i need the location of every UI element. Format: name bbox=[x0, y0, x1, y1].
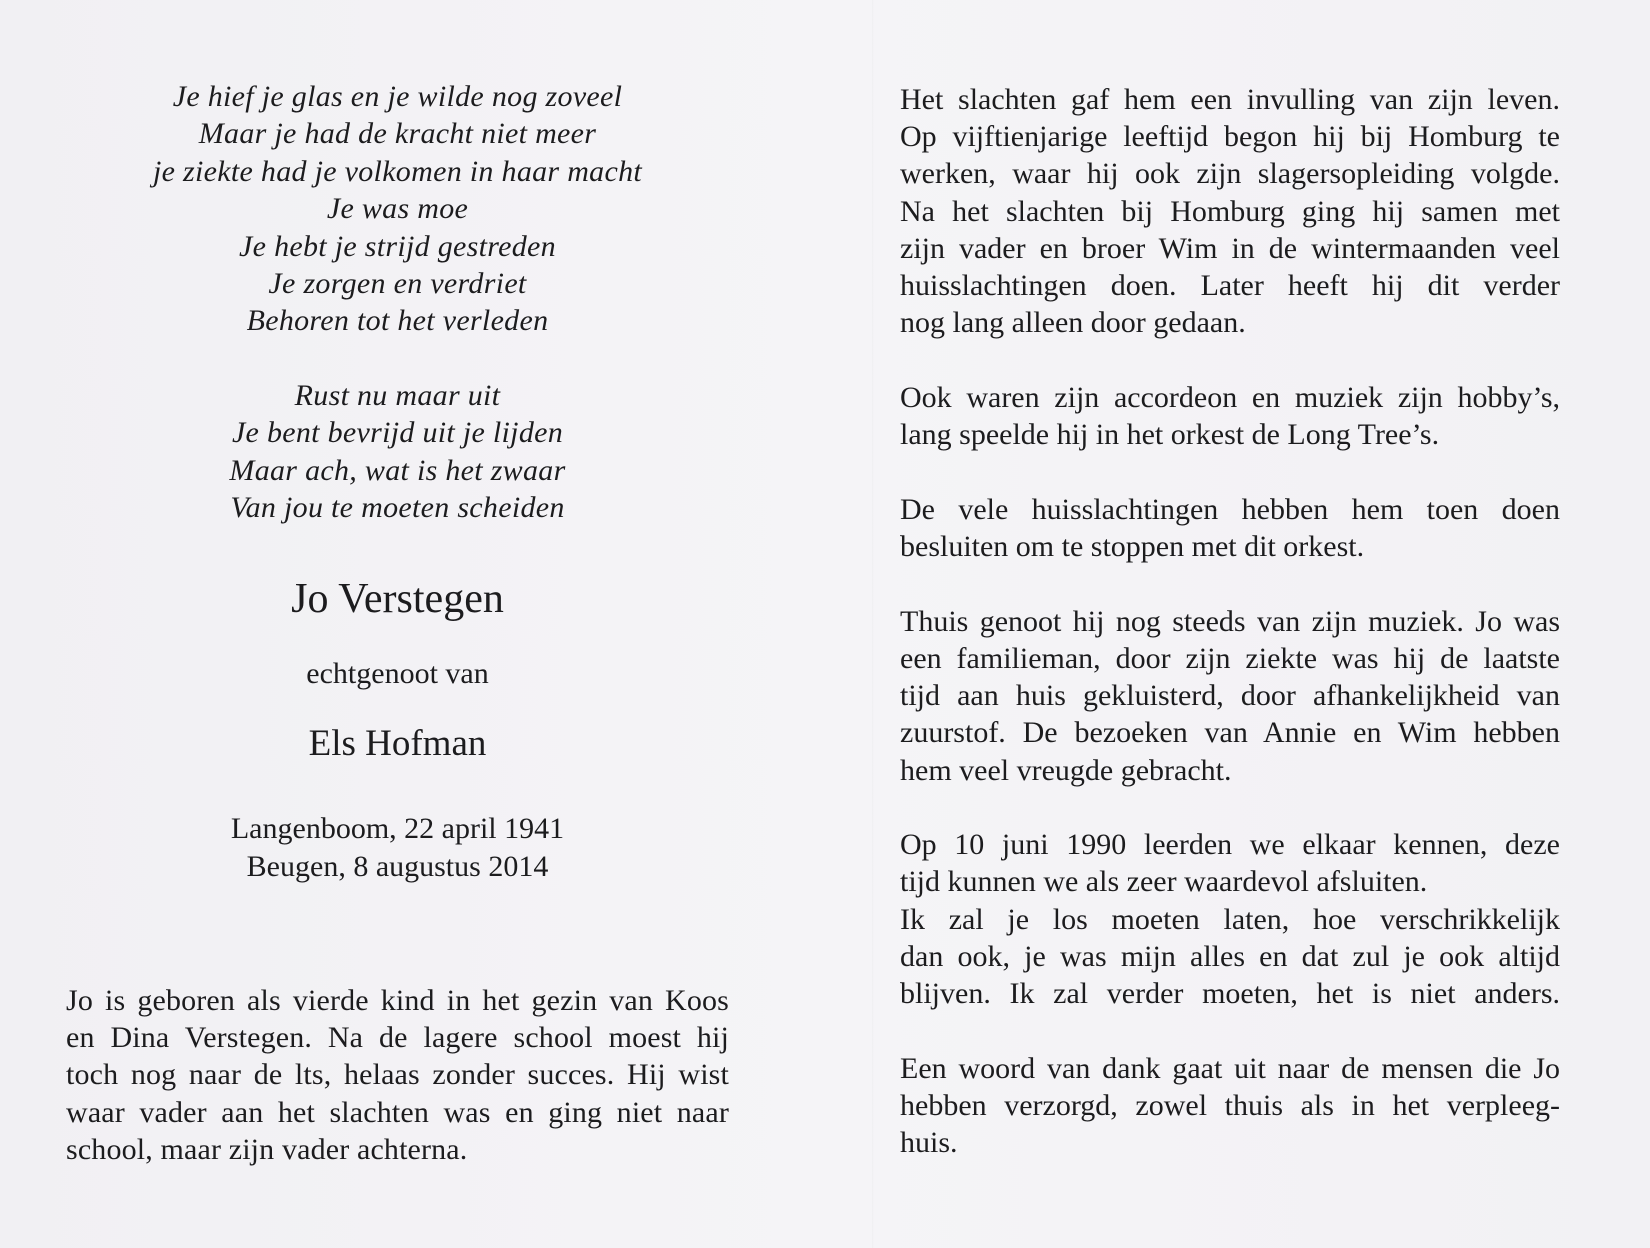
poem-line: Maar je had de kracht niet meer bbox=[198, 117, 597, 151]
poem-line: je ziekte had je volkomen in haar macht bbox=[152, 154, 643, 188]
biography-line: Jo is geboren als vierde kind in het gezin van Koos bbox=[66, 984, 729, 1017]
life-dates bbox=[66, 810, 729, 885]
biography-line: lang speelde hij in het orkest de Long Tree’s. bbox=[900, 418, 1440, 452]
poem-stanza-1 bbox=[66, 78, 729, 340]
biography-line: nog lang alleen door gedaan. bbox=[900, 306, 1246, 340]
poem-line: Je hebt je strijd gestreden bbox=[239, 229, 556, 263]
biography-line: De vele huisslachtingen hebben hem toen doen bbox=[900, 492, 1560, 526]
biography-line: Na het slachten bij Homburg ging hij samen met bbox=[900, 194, 1560, 228]
death-date: Beugen, 8 augustus 2014 bbox=[246, 849, 549, 883]
poem-line: Maar ach, wat is het zwaar bbox=[229, 453, 566, 487]
biography-line: Het slachten gaf hem een invulling van zijn leven. bbox=[900, 83, 1560, 116]
biography-line: huis. bbox=[900, 1126, 958, 1160]
biography-line: Op vijftienjarige leeftijd begon hij bij Homburg te bbox=[900, 120, 1560, 154]
biography-line: en Dina Verstegen. Na de lagere school moest hij bbox=[66, 1021, 729, 1055]
biography-line: waar vader aan het slachten was en ging niet naar bbox=[66, 1095, 729, 1129]
paragraph-slachten bbox=[900, 81, 1560, 341]
paragraph-dank bbox=[900, 1050, 1560, 1162]
biography-line: werken, waar hij ook zijn slagersopleiding volgde. bbox=[900, 157, 1560, 191]
biography-line: Ook waren zijn accordeon en muziek zijn hobby’s, bbox=[900, 380, 1560, 414]
biography-line: Een woord van dank gaat uit naar de mensen die Jo bbox=[900, 1051, 1560, 1085]
biography-line: hem veel vreugde gebracht. bbox=[900, 753, 1232, 787]
relation-label: echtgenoot van bbox=[306, 657, 489, 691]
poem-stanza-2 bbox=[66, 377, 729, 527]
paragraph-orkest bbox=[900, 491, 1560, 565]
poem-line: Je bent bevrijd uit je lijden bbox=[231, 416, 564, 450]
poem-line: Je hief je glas en je wilde nog zoveel bbox=[172, 80, 623, 113]
deceased-name: Jo Verstegen bbox=[291, 576, 504, 623]
biography-line: huisslachtingen doen. Later heeft hij dit verder bbox=[900, 269, 1560, 303]
spouse-name: Els Hofman bbox=[308, 723, 487, 765]
biography-line: Ik zal je los moeten laten, hoe verschrikkelijk bbox=[900, 902, 1560, 936]
left-page bbox=[66, 78, 729, 885]
biography-line: zuurstof. De bezoeken van Annie en Wim hebben bbox=[900, 716, 1560, 750]
biography-line: tijd kunnen we als zeer waardevol afsluiten. bbox=[900, 865, 1428, 899]
biography-line: besluiten om te stoppen met dit orkest. bbox=[900, 530, 1365, 564]
poem-line: Rust nu maar uit bbox=[294, 378, 501, 412]
biography-line: dan ook, je was mijn alles en dat zul je ook altijd bbox=[900, 939, 1560, 973]
biography-left bbox=[66, 982, 729, 1168]
poem-line: Behoren tot het verleden bbox=[246, 304, 549, 338]
biography-line: Thuis genoot hij nog steeds van zijn muziek. Jo was bbox=[900, 604, 1560, 638]
biography-line: Op 10 juni 1990 leerden we elkaar kennen, deze bbox=[900, 828, 1560, 862]
right-page bbox=[900, 81, 1560, 1161]
poem-line: Van jou te moeten scheiden bbox=[230, 491, 565, 525]
biography-line: school, maar zijn vader achterna. bbox=[66, 1132, 468, 1166]
poem-line: Je was moe bbox=[326, 192, 469, 226]
biography-line: tijd aan huis gekluisterd, door afhankelijkheid van bbox=[900, 679, 1560, 713]
paragraph-thuis bbox=[900, 603, 1560, 789]
birth-date: Langenboom, 22 april 1941 bbox=[230, 812, 565, 846]
paragraph-samen bbox=[900, 826, 1560, 1012]
poem-line: Je zorgen en verdriet bbox=[268, 267, 527, 301]
biography-line: een familieman, door zijn ziekte was hij de laatste bbox=[900, 641, 1560, 675]
paragraph-hobbies bbox=[900, 379, 1560, 453]
biography-line: blijven. Ik zal verder moeten, het is niet anders. bbox=[900, 977, 1560, 1011]
biography-line: zijn vader en broer Wim in de wintermaanden veel bbox=[900, 231, 1560, 265]
biography-line: toch nog naar de lts, helaas zonder succes. Hij wist bbox=[66, 1058, 729, 1092]
biography-line: hebben verzorgd, zowel thuis als in het verpleeg- bbox=[900, 1088, 1560, 1122]
card-fold bbox=[872, 0, 874, 1248]
